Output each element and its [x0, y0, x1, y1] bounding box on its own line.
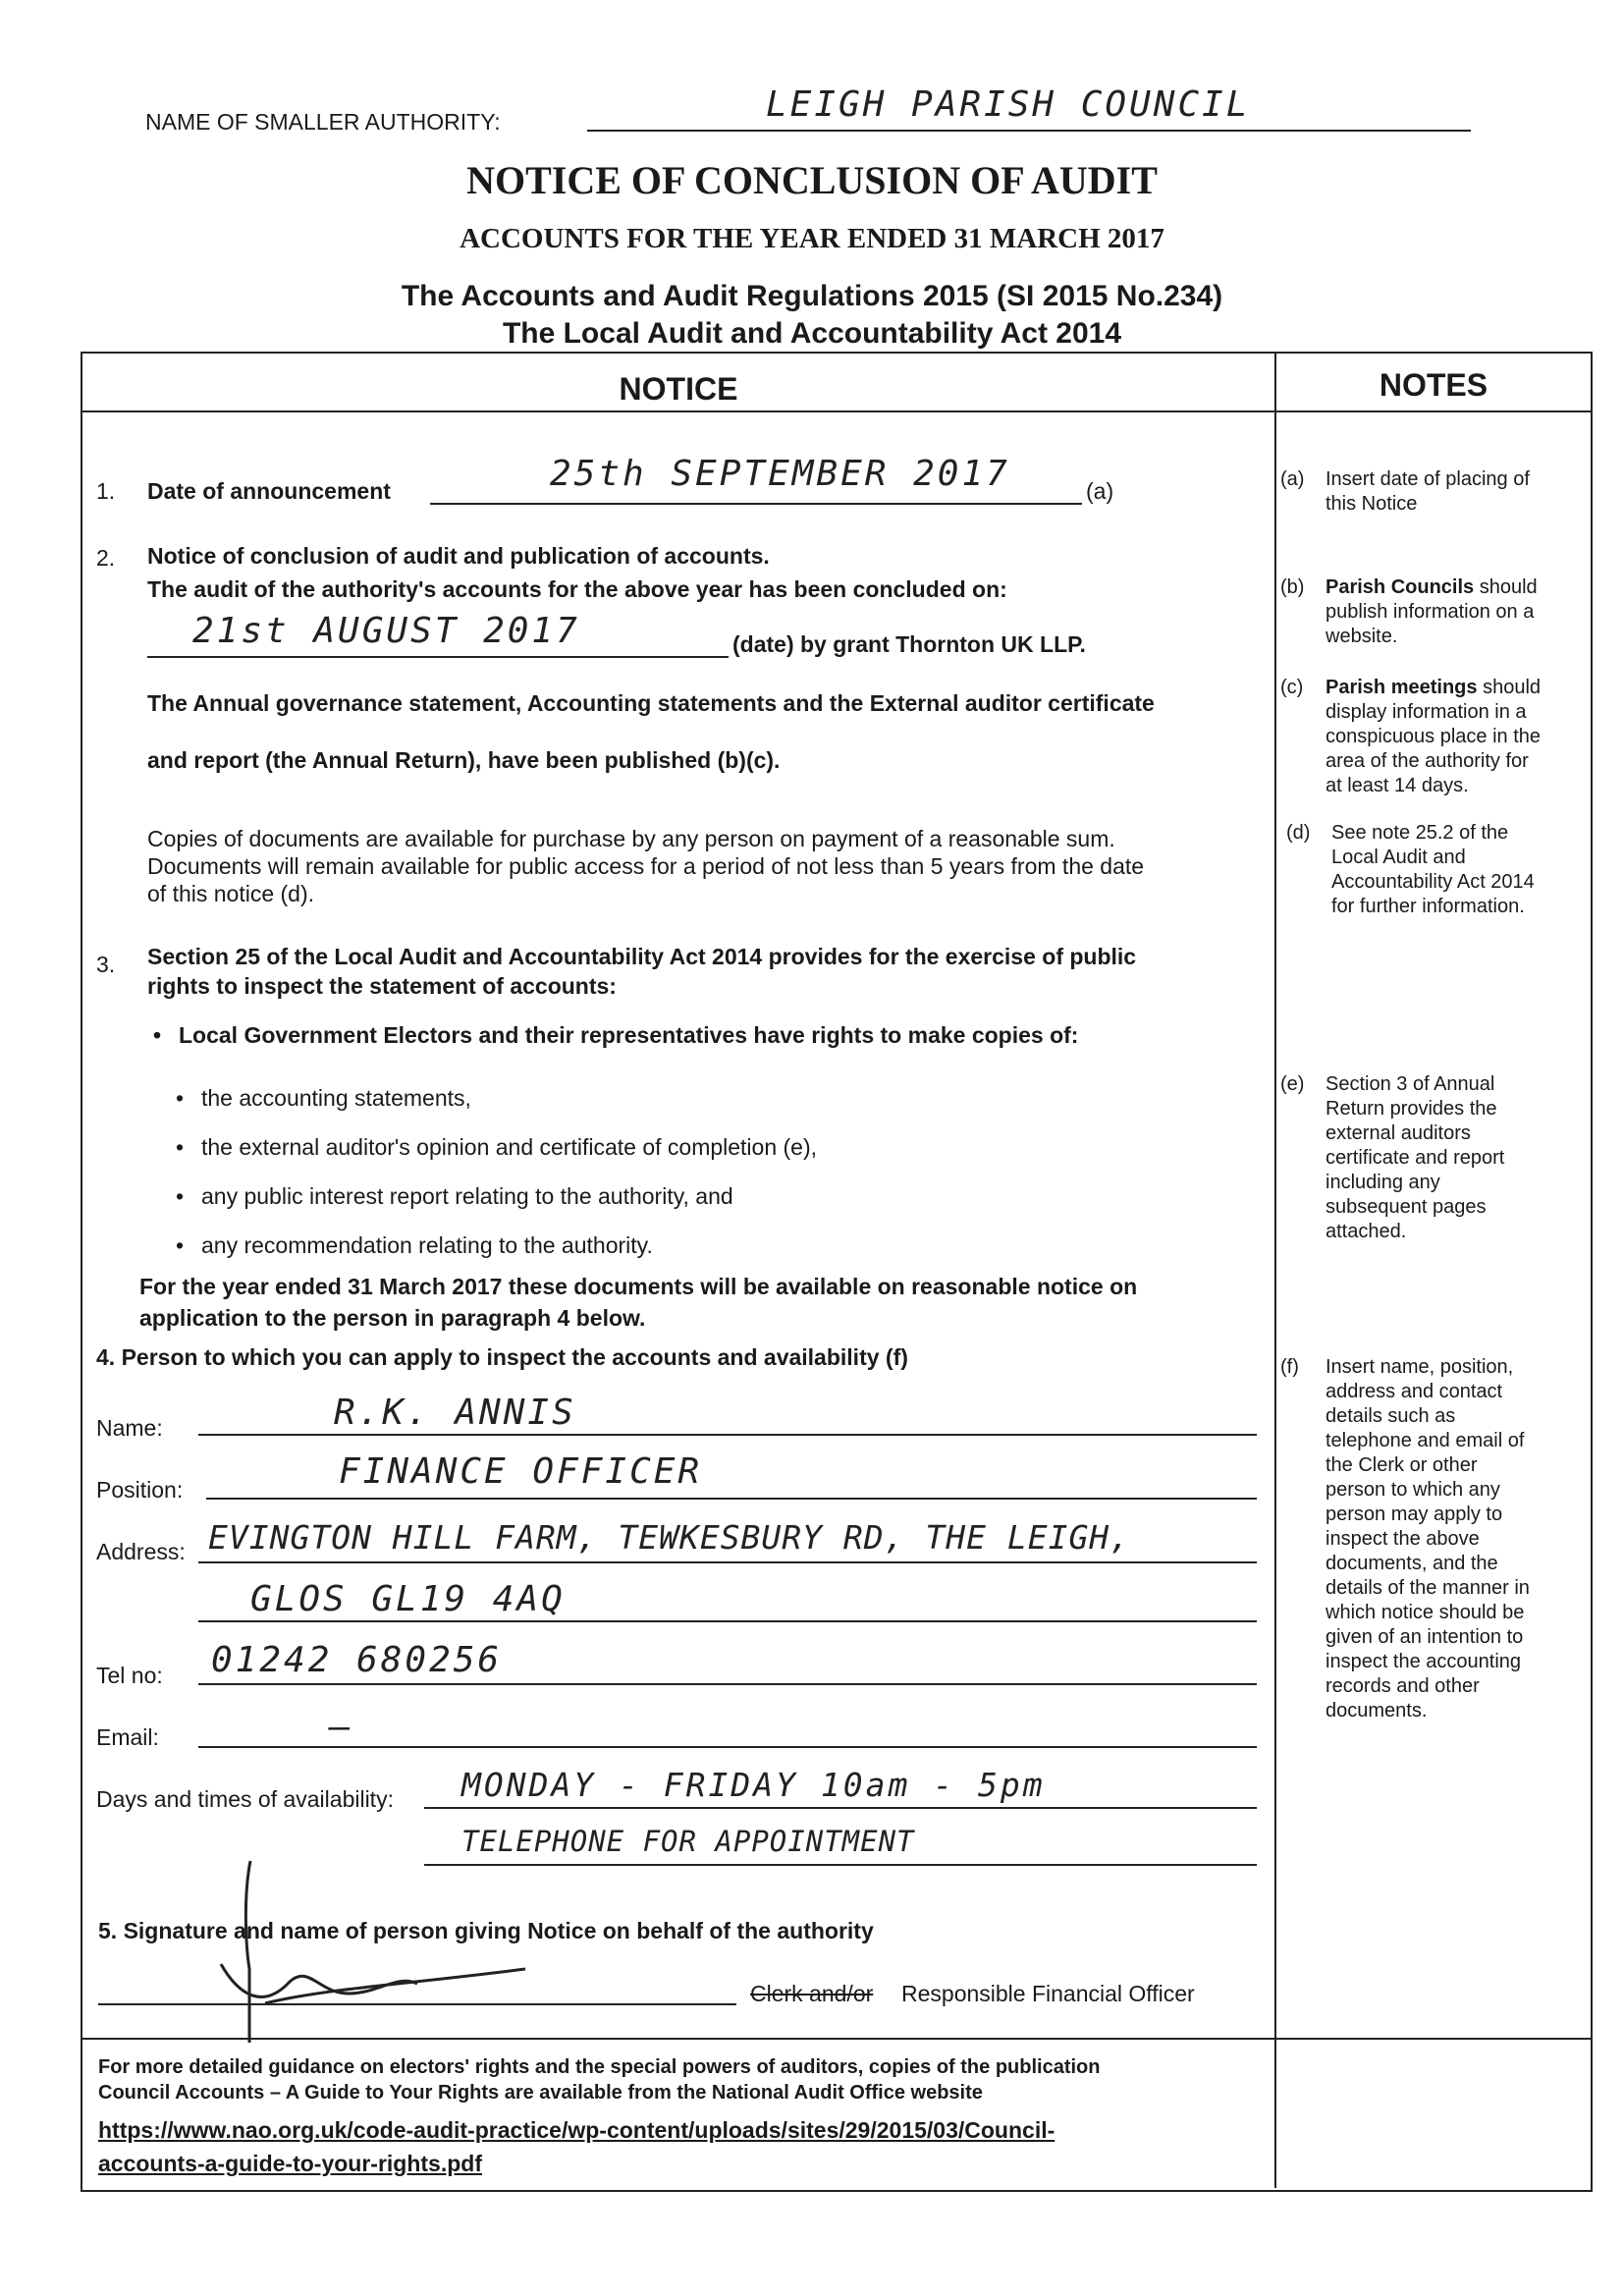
note-f-line: records and other — [1326, 1675, 1480, 1697]
availability-days-value-1: MONDAY - FRIDAY 10am - 5pm — [461, 1766, 1046, 1804]
note-f-line: documents, and the — [1326, 1553, 1498, 1574]
note-c-label: (c) — [1280, 677, 1304, 698]
note-b-line: should — [1474, 576, 1538, 598]
guidance-text-1: For more detailed guidance on electors' rights and the special powers of auditors, copies of the publication — [98, 2056, 1101, 2078]
tel-underline — [198, 1683, 1257, 1685]
note-d-line: See note 25.2 of the — [1331, 822, 1509, 844]
availability-text-2: application to the person in paragraph 4 below. — [139, 1305, 646, 1331]
audit-date-suffix: (date) by grant Thornton UK LLP. — [732, 631, 1086, 657]
position-label: Position: — [96, 1477, 184, 1503]
note-d-line: Accountability Act 2014 — [1331, 871, 1535, 893]
copies-text-1: Copies of documents are available for purchase by any person on payment of a reasonable sum. — [147, 826, 1115, 851]
copies-text-2: Documents will remain available for public access for a period of not less than 5 years from the date — [147, 853, 1145, 879]
guide-link-2[interactable]: accounts-a-guide-to-your-rights.pdf — [98, 2151, 482, 2176]
note-e-line: external auditors — [1326, 1122, 1471, 1144]
announcement-date-label: Date of announcement — [147, 478, 391, 504]
audit-date-underline — [147, 656, 729, 658]
copies-text-3: of this notice (d). — [147, 881, 315, 906]
note-b-label: (b) — [1280, 576, 1305, 598]
note-f-line: the Clerk or other — [1326, 1454, 1478, 1476]
authority-value: LEIGH PARISH COUNCIL — [766, 84, 1251, 125]
address-label: Address: — [96, 1539, 186, 1564]
address-value-2: GLOS GL19 4AQ — [250, 1579, 566, 1619]
email-underline — [198, 1746, 1257, 1748]
section-3-number: 3. — [96, 952, 116, 977]
document-bullet: • the accounting statements, — [201, 1084, 471, 1112]
note-c-line: display information in a — [1326, 701, 1527, 723]
document-bullet: • any public interest report relating to the authority, and — [201, 1182, 733, 1210]
regulations-line-1: The Accounts and Audit Regulations 2015 (SI 2015 No.234) — [401, 280, 1223, 312]
name-label: Name: — [96, 1415, 163, 1441]
note-d-line: Local Audit and — [1331, 847, 1466, 868]
published-text-2: and report (the Annual Return), have been published (b)(c). — [147, 747, 781, 773]
section-1-number: 1. — [96, 478, 116, 504]
section-3-heading-2: rights to inspect the statement of accounts: — [147, 973, 617, 999]
guidance-text-2: Council Accounts – A Guide to Your Rights are available from the National Audit Office website — [98, 2082, 983, 2104]
announcement-date-underline — [430, 503, 1082, 505]
audit-concluded-text: The audit of the authority's accounts for the above year has been concluded on: — [147, 576, 1007, 602]
address-underline-2 — [198, 1620, 1257, 1622]
availability-days-underline-1 — [424, 1807, 1257, 1809]
regulations-line-2: The Local Audit and Accountability Act 2014 — [502, 317, 1122, 350]
page-subtitle: ACCOUNTS FOR THE YEAR ENDED 31 MARCH 2017 — [460, 223, 1164, 254]
note-b-line: website. — [1326, 626, 1398, 647]
notes-column-divider — [1274, 352, 1276, 2188]
position-underline — [206, 1498, 1257, 1500]
email-label: Email: — [96, 1724, 159, 1750]
notice-header: NOTICE — [619, 371, 738, 407]
tel-value: 01242 680256 — [211, 1640, 503, 1680]
note-f-line: details of the manner in — [1326, 1577, 1530, 1599]
note-f-line: person may apply to — [1326, 1503, 1503, 1525]
note-f-line: inspect the accounting — [1326, 1651, 1522, 1672]
note-f-line: address and contact — [1326, 1381, 1503, 1402]
section-2-heading: Notice of conclusion of audit and publication of accounts. — [147, 543, 770, 569]
note-f-line: person to which any — [1326, 1479, 1500, 1501]
announcement-date-value: 25th SEPTEMBER 2017 — [550, 454, 1010, 494]
note-a-line: Insert date of placing of — [1326, 468, 1530, 490]
note-a-label: (a) — [1280, 468, 1305, 490]
note-e-label: (e) — [1280, 1073, 1305, 1095]
note-b-bold: Parish Councils — [1326, 576, 1475, 598]
section-4-heading: 4. Person to which you can apply to inspect the accounts and availability (f) — [96, 1344, 908, 1370]
note-f-label: (f) — [1280, 1356, 1299, 1378]
note-f-line: documents. — [1326, 1700, 1428, 1722]
note-e-line: including any — [1326, 1172, 1440, 1193]
note-f-line: inspect the above — [1326, 1528, 1480, 1550]
address-underline-1 — [198, 1561, 1257, 1563]
published-text-1: The Annual governance statement, Accounting statements and the External auditor certificate — [147, 690, 1155, 716]
note-c-line: should — [1477, 677, 1542, 698]
address-value-1: EVINGTON HILL FARM, TEWKESBURY RD, THE LEIGH, — [208, 1518, 1131, 1557]
handwritten-signature — [147, 1856, 560, 2052]
note-c-line: at least 14 days. — [1326, 775, 1469, 796]
audit-date-value: 21st AUGUST 2017 — [192, 611, 580, 651]
electors-rights-bullet: • Local Government Electors and their representatives have rights to make copies of: — [179, 1021, 1078, 1049]
section-5-heading: 5. Signature and name of person giving Notice on behalf of the authority — [98, 1918, 874, 1943]
note-f-line: Insert name, position, — [1326, 1356, 1514, 1378]
name-value: R.K. ANNIS — [334, 1393, 576, 1433]
position-value: FINANCE OFFICER — [339, 1451, 703, 1492]
availability-days-label: Days and times of availability: — [96, 1786, 394, 1812]
section-2-number: 2. — [96, 545, 116, 571]
note-c-line: conspicuous place in the — [1326, 726, 1542, 747]
note-e-line: Section 3 of Annual — [1326, 1073, 1495, 1095]
email-value: — — [329, 1707, 353, 1747]
note-f-line: details such as — [1326, 1405, 1456, 1427]
note-c-line: area of the authority for — [1326, 750, 1529, 772]
note-e-line: attached. — [1326, 1221, 1407, 1242]
responsible-financial-officer-label: Responsible Financial Officer — [901, 1981, 1195, 2006]
note-e-line: Return provides the — [1326, 1098, 1497, 1120]
header-row-divider — [81, 410, 1591, 412]
announcement-date-note-ref: (a) — [1086, 478, 1114, 504]
note-d-label: (d) — [1286, 822, 1311, 844]
section-3-heading-1: Section 25 of the Local Audit and Accountability Act 2014 provides for the exercise of public — [147, 944, 1137, 969]
authority-underline — [587, 130, 1471, 132]
note-e-line: certificate and report — [1326, 1147, 1505, 1169]
note-f-line: given of an intention to — [1326, 1626, 1524, 1648]
availability-days-value-2: TELEPHONE FOR APPOINTMENT — [461, 1825, 915, 1858]
note-f-line: which notice should be — [1326, 1602, 1525, 1623]
note-a-line: this Notice — [1326, 493, 1418, 515]
name-underline — [198, 1434, 1257, 1436]
note-c-bold: Parish meetings — [1326, 677, 1478, 698]
guide-link-1[interactable]: https://www.nao.org.uk/code-audit-practice/wp-content/uploads/sites/29/2015/03/Council- — [98, 2117, 1056, 2143]
clerk-struck-text: Clerk and/or — [750, 1981, 874, 2006]
availability-text-1: For the year ended 31 March 2017 these documents will be available on reasonable notice on — [139, 1274, 1138, 1299]
document-bullet: • the external auditor's opinion and certificate of completion (e), — [201, 1133, 817, 1161]
note-d-line: for further information. — [1331, 896, 1525, 917]
document-bullet: • any recommendation relating to the authority. — [201, 1231, 653, 1259]
notes-header: NOTES — [1379, 367, 1489, 403]
note-e-line: subsequent pages — [1326, 1196, 1487, 1218]
note-f-line: telephone and email of — [1326, 1430, 1525, 1451]
note-b-line: publish information on a — [1326, 601, 1535, 623]
authority-label: NAME OF SMALLER AUTHORITY: — [145, 109, 501, 135]
page-title: NOTICE OF CONCLUSION OF AUDIT — [466, 158, 1158, 202]
tel-label: Tel no: — [96, 1663, 163, 1688]
